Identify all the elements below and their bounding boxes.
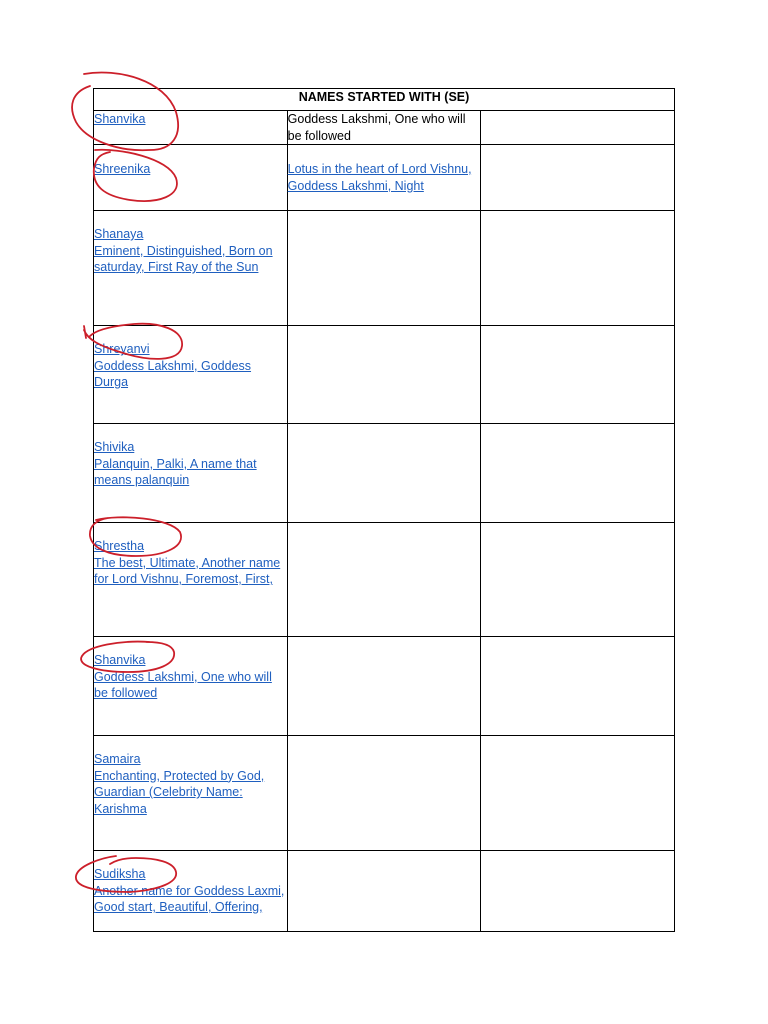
meaning-link[interactable]: Goddess Lakshmi, Goddess Durga bbox=[94, 358, 252, 389]
table-row bbox=[94, 736, 675, 851]
empty-cell bbox=[481, 145, 675, 211]
meaning-link[interactable]: Enchanting, Protected by God, Guardian (Celebrity Name: Karishma bbox=[94, 768, 265, 816]
side-note-cell bbox=[287, 851, 481, 932]
name-link[interactable]: Shanaya bbox=[94, 227, 144, 241]
name-cell bbox=[94, 736, 288, 851]
side-note-cell bbox=[287, 424, 481, 523]
table-row bbox=[94, 145, 675, 211]
name-cell bbox=[94, 111, 288, 145]
side-note-cell bbox=[287, 736, 481, 851]
empty-cell bbox=[481, 637, 675, 736]
side-note-text: Goddess Lakshmi, One who will be followed bbox=[287, 112, 466, 143]
empty-cell bbox=[481, 111, 675, 145]
side-note-link[interactable]: Lotus in the heart of Lord Vishnu, Goddess Lakshmi, Night bbox=[287, 162, 472, 193]
table-row bbox=[94, 111, 675, 145]
table-row bbox=[94, 424, 675, 523]
name-link[interactable]: Samaira bbox=[94, 752, 141, 766]
table-row bbox=[94, 211, 675, 326]
side-note-cell bbox=[287, 211, 481, 326]
name-link[interactable]: Shreenika bbox=[94, 162, 151, 176]
table-row bbox=[94, 637, 675, 736]
side-note-cell bbox=[287, 637, 481, 736]
name-link[interactable]: Shreyanvi bbox=[94, 342, 150, 356]
side-note-cell bbox=[287, 111, 481, 145]
table-row bbox=[94, 326, 675, 424]
meaning-link[interactable]: The best, Ultimate, Another name for Lord Vishnu, Foremost, First, bbox=[94, 555, 281, 586]
name-cell bbox=[94, 523, 288, 637]
name-link[interactable]: Shivika bbox=[94, 440, 135, 454]
name-link[interactable]: Shanvika bbox=[94, 653, 146, 667]
table-header-row bbox=[94, 89, 675, 111]
meaning-link[interactable]: Another name for Goddess Laxmi, Good start, Beautiful, Offering, bbox=[94, 883, 285, 914]
name-cell bbox=[94, 145, 288, 211]
empty-cell bbox=[481, 326, 675, 424]
side-note-cell bbox=[287, 145, 481, 211]
table-row bbox=[94, 523, 675, 637]
empty-cell bbox=[481, 523, 675, 637]
empty-cell bbox=[481, 736, 675, 851]
name-link[interactable]: Shanvika bbox=[94, 112, 146, 126]
name-cell bbox=[94, 424, 288, 523]
meaning-link[interactable]: Eminent, Distinguished, Born on saturday, First Ray of the Sun bbox=[94, 243, 273, 274]
name-cell bbox=[94, 326, 288, 424]
empty-cell bbox=[481, 851, 675, 932]
meaning-link[interactable]: Palanquin, Palki, A name that means palanquin bbox=[94, 456, 257, 487]
name-cell bbox=[94, 637, 288, 736]
name-link[interactable]: Shrestha bbox=[94, 539, 145, 553]
side-note-cell bbox=[287, 326, 481, 424]
table-title: NAMES STARTED WITH (SE) bbox=[94, 89, 675, 111]
meaning-link[interactable]: Goddess Lakshmi, One who will be followed bbox=[94, 669, 272, 700]
side-note-cell bbox=[287, 523, 481, 637]
empty-cell bbox=[481, 211, 675, 326]
name-cell bbox=[94, 851, 288, 932]
empty-cell bbox=[481, 424, 675, 523]
table-row bbox=[94, 851, 675, 932]
name-cell bbox=[94, 211, 288, 326]
names-table bbox=[93, 88, 675, 932]
name-link[interactable]: Sudiksha bbox=[94, 867, 146, 881]
